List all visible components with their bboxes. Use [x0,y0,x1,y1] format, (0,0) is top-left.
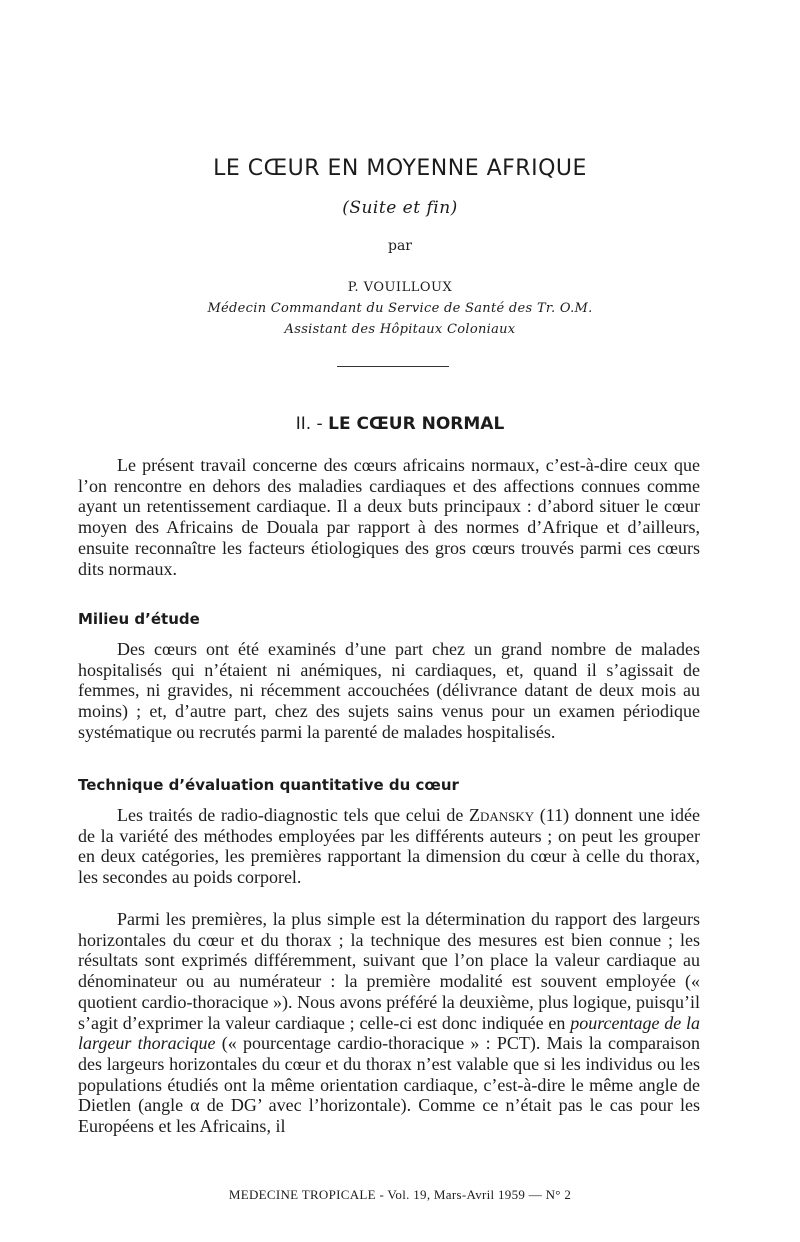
section-title: LE CŒUR NORMAL [328,414,505,434]
technique-p1-end: (11) donnent une idée de la variété des méthodes employées par les différents auteurs ; on peut les grouper en deux catégories, les premières rapportant la dimension du cœur à celle du thorax, les secondes au poids corporel. [78,805,700,888]
intro-paragraph: Le présent travail concerne des cœurs africains normaux, c’est-à-dire ceux que l’on rencontre en dehors des maladies cardiaques et des affections connues comme ayant un retentissement cardiaque. Il a deux buts principaux : d’abord situer le cœur moyen des Africains de Douala par rapport à des normes d’Afrique et d’ailleurs, ensuite reconnaître les facteurs étiologiques des gros cœurs trouvés parmi ces cœurs dits normaux. [78,455,700,579]
technique-p2-start: Parmi les premières, la plus simple est la détermination du rapport des largeurs horizontales du cœur et du thorax ; la technique des mesures est bien connue ; les résultats sont exprimés différemment, suivant que l’on place la valeur cardiaque au dénominateur ou au numérateur : la première modalité est souvent employée (« quotient cardio-thoracique »). Nous avons préféré la deuxième, plus logique, puisqu’il s’agit d’exprimer la valeur cardiaque ; celle-ci est donc indiquée en [78,909,700,1033]
author-name: P. VOUILLOUX [347,280,453,295]
article-subtitle: (Suite et fin) [342,198,458,218]
technique-p1-start: Les traités de radio-diagnostic tels que celui de [117,805,469,825]
technique-p2-end: (« pourcentage cardio-thoracique » : PCT). Mais la comparaison des largeurs horizontales du cœur et du thorax n’est valable que si les individus ou les populations étudiés ont la même orientation cardiaque, c’est-à-dire le même angle de Dietlen (angle α de DG’ avec l’horizontale). Comme ce n’était pas le cas pour les Européens et les Africains, il [78,1033,701,1137]
author-affiliation-1: Médecin Commandant du Service de Santé des Tr. O.M. [207,301,593,316]
technique-p2-emphasis: pourcentage de la largeur thoracique [78,1012,701,1054]
cited-author-zdansky: Zdansky [468,805,535,825]
technique-paragraph-1 [78,805,700,888]
section-number: II. - [295,414,323,434]
milieu-paragraph: Des cœurs ont été examinés d’une part chez un grand nombre de malades hospitalisés qui n’étaient ni anémiques, ni cardiaques, et, quand il s’agissait de femmes, ni gravides, ni récemment accouchées (délivrance datant de deux mois au moins) ; et, d’autre part, chez des sujets sains venus pour un examen périodique systématique ou recrutés parmi la parenté de malades hospitalisés. [78,639,700,742]
subheading-milieu: Milieu d’étude [78,610,200,628]
article-title: LE CŒUR EN MOYENNE AFRIQUE [213,156,587,181]
journal-footer: MEDECINE TROPICALE - Vol. 19, Mars-Avril 1959 — N° 2 [228,1187,572,1202]
subheading-technique: Technique d’évaluation quantitative du cœur [78,776,459,794]
technique-paragraph-2 [78,909,700,1137]
section-heading [0,414,800,434]
byline-par: par [387,238,412,254]
title-divider [337,366,449,367]
author-affiliation-2: Assistant des Hôpitaux Coloniaux [284,322,516,337]
